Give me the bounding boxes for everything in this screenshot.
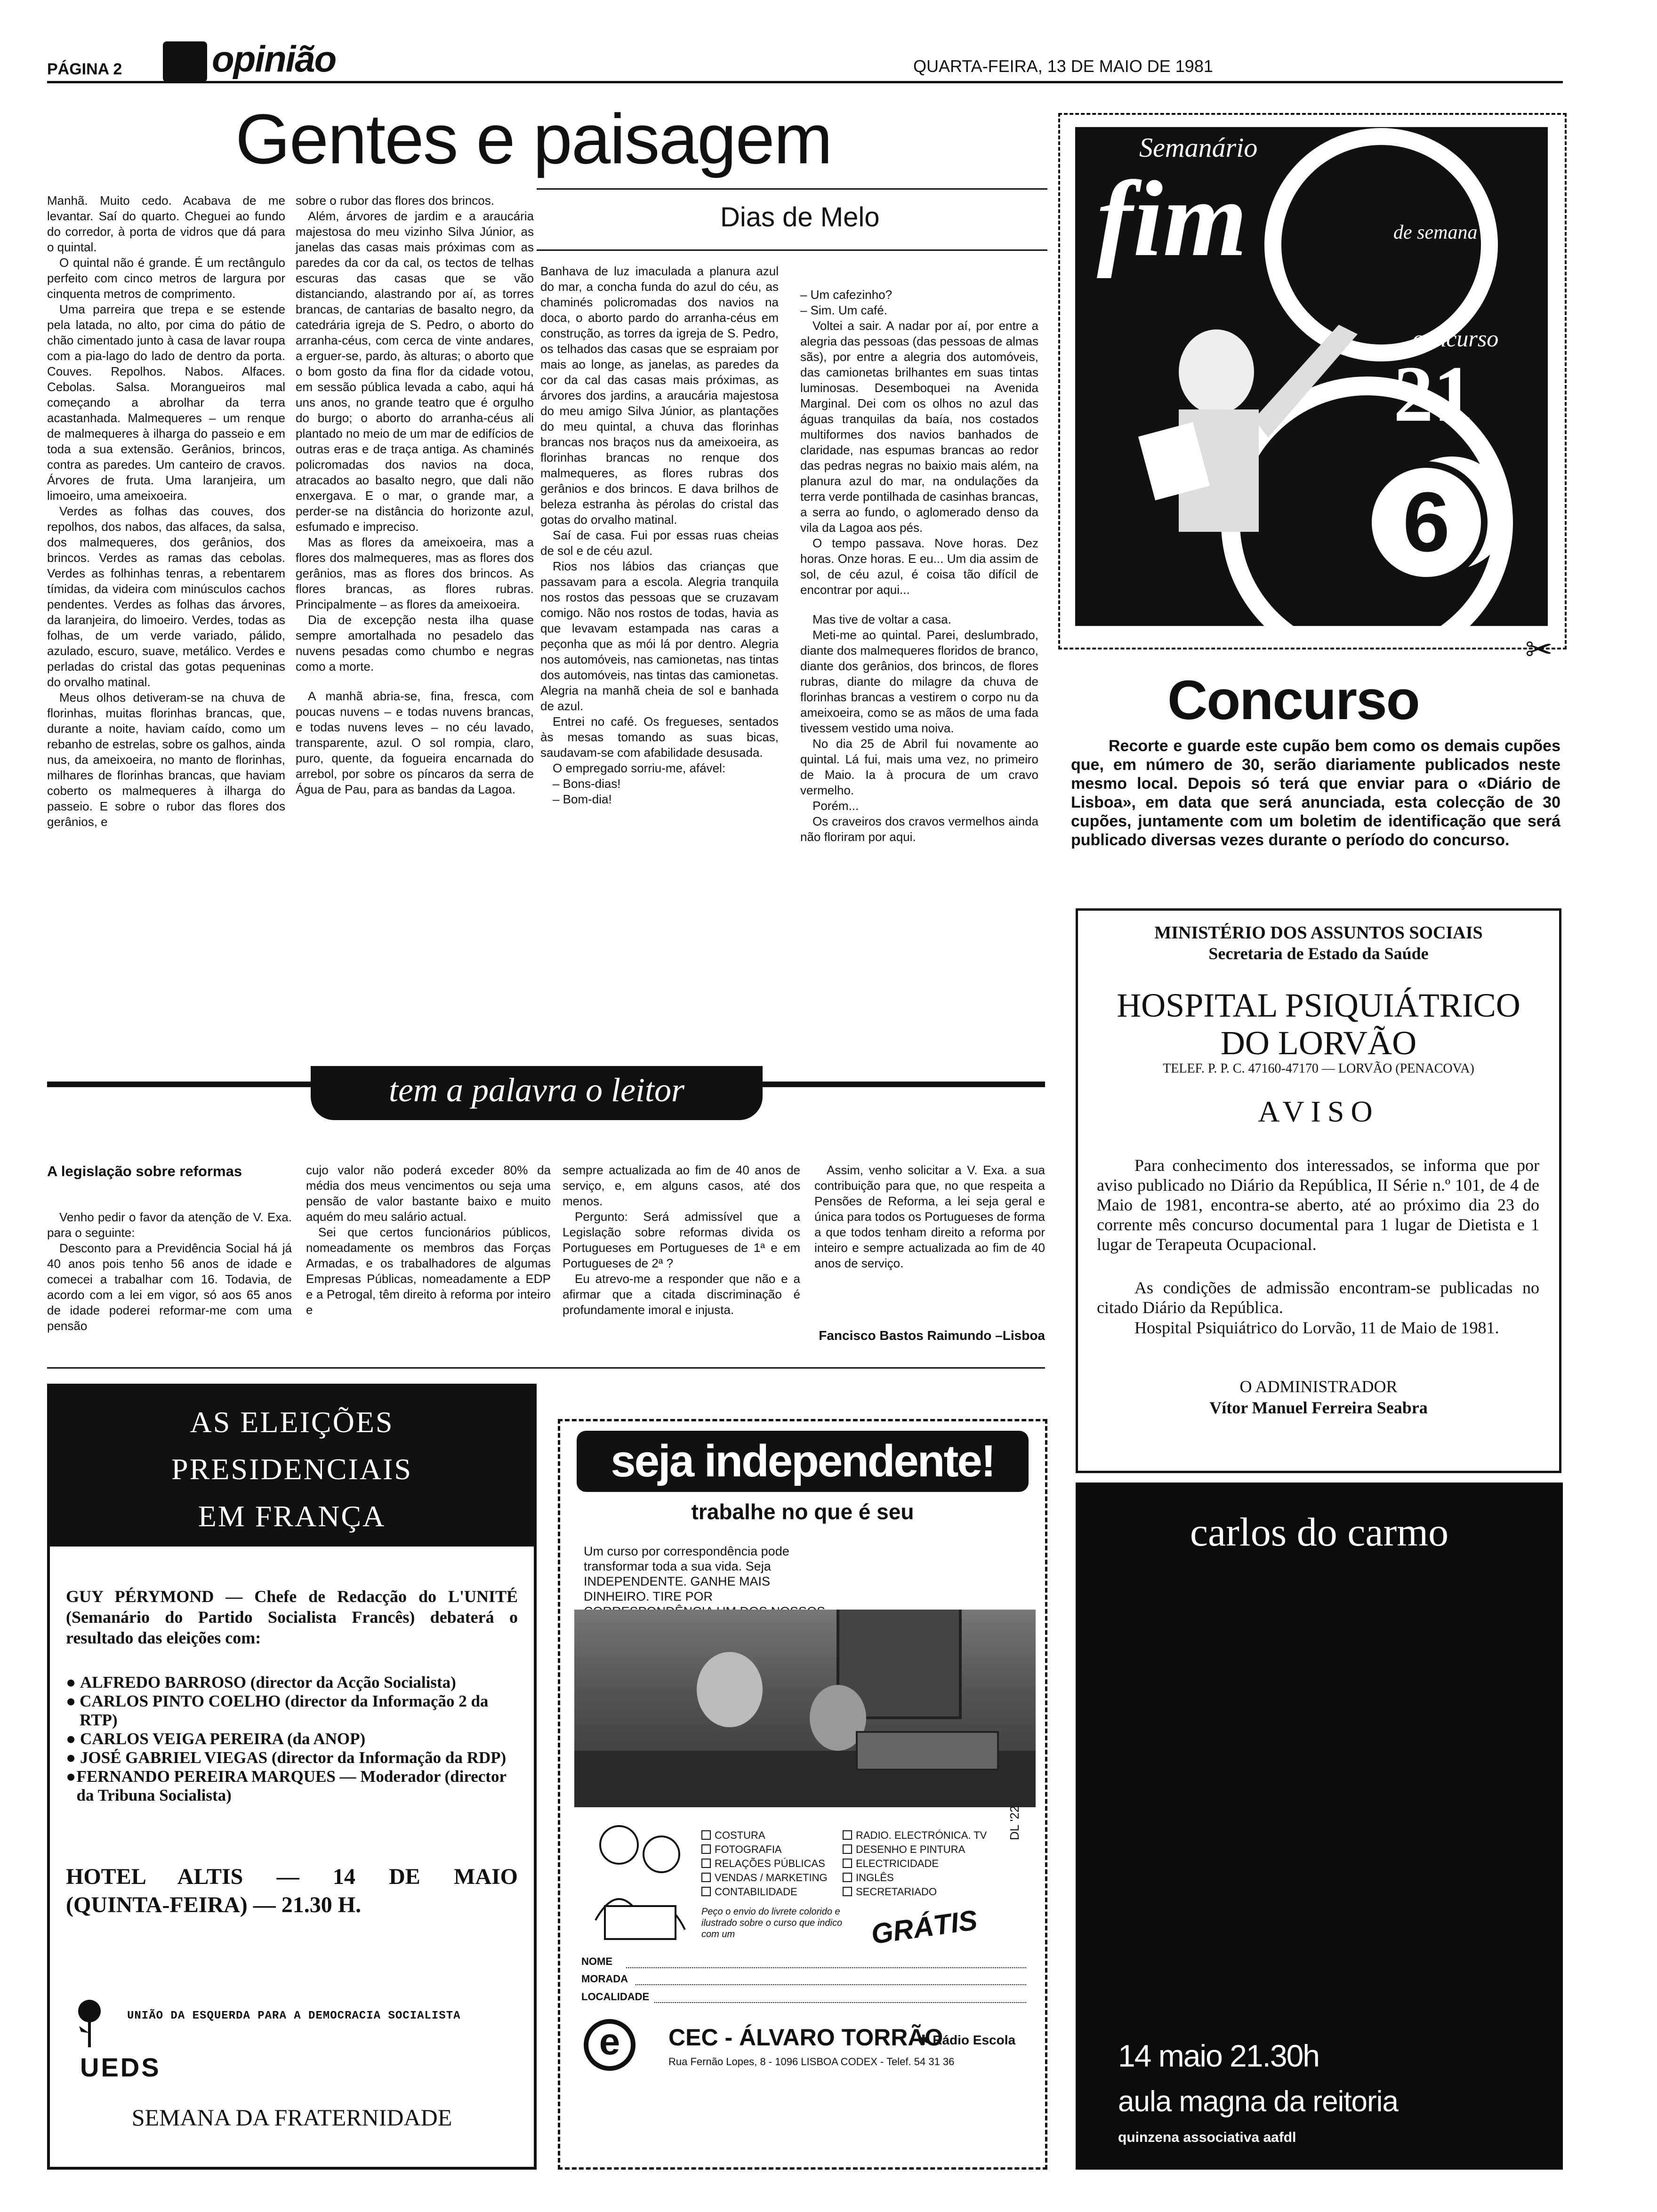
photo-illustration <box>574 1610 1036 1807</box>
paragraph: Voltei a sair. A nadar por aí, por entre a alegria das pessoas (das pessoas de almas sãs), por entre a alegria dos automóveis, das camionetas brilhantes em suas tintas luminosas. Desemboquei na Avenida Marginal. Dei com os olhos no azul das águas tranquilas da baía, nos costados multiformes dos navios banhados de claridade, nas espumas brancas ao redor das pedras negras no baixio mais além, na planura azul do mar, na ondulações da terra verde pontilhada de casinhas brancas, a serra ao fundo, o aglomerado denso da vila da Lagoa aos pés. <box>800 319 1038 535</box>
hospital-name-1: HOSPITAL PSIQUIÁTRICO <box>1117 986 1520 1024</box>
carmo-organizer: quinzena associativa aafdl <box>1118 2130 1296 2145</box>
paragraph: cujo valor não poderá exceder 80% da média dos meus vencimentos ou seja uma pensão de valor bastante baixo e muito aquém do meu salário actual. <box>306 1163 551 1224</box>
paragraph: Entrei no café. Os fregueses, sentados às mesas tomando as suas bicas, saudavam-se com afabilidade desusada. <box>540 714 779 760</box>
eleicoes-guest <box>66 1748 518 1767</box>
paragraph: Rios nos lábios das crianças que passavam para a escola. Alegria tranquila nos rostos das pessoas que se cruzavam comigo. Não nos rostos de todas, havia as que levavam estampada nas caras a peçonha que as mói lá por dentro. Alegria nos automóveis, nas camionetas, nas tintas dos automóveis, nas tintas das camionetas. Alegria na manhã cheia de sol e banhada de azul. <box>540 559 779 713</box>
field-localidade-label: LOCALIDADE <box>581 1991 650 2003</box>
hospital-paragraph-3: Hospital Psiquiátrico do Lorvão, 11 de Maio de 1981. <box>1134 1318 1499 1337</box>
independente-courses-right <box>843 1828 987 1899</box>
paragraph: sempre actualizada ao fim de 40 anos de serviço, e, em alguns casos, até dos menos. <box>563 1163 800 1208</box>
bullet-icon: ● <box>66 1673 76 1691</box>
field-morada-label: MORADA <box>581 1973 628 1985</box>
course-label: SECRETARIADO <box>856 1886 937 1898</box>
course-label: DESENHO E PINTURA <box>856 1843 965 1855</box>
carmo-title: carlos do carmo <box>1190 1509 1449 1555</box>
cec-company-tag: ✱ Rádio Escola <box>918 2033 1016 2047</box>
paragraph: Venho pedir o favor da atenção de V. Exa. para o seguinte: <box>47 1210 292 1240</box>
paragraph: Dia de excepção nesta ilha quase sempre amortalhada no pesadelo das nuvens pesadas como chumbo e negras como a morte. <box>296 613 534 673</box>
paragraph: Saí de casa. Fui por essas ruas cheias de sol e de céu azul. <box>540 528 779 558</box>
course-label: VENDAS / MARKETING <box>715 1872 828 1883</box>
cec-company: CEC - ÁLVARO TORRÃO <box>668 2024 943 2051</box>
leitor-column-3 <box>563 1162 800 1318</box>
paragraph: Mas tive de voltar a casa. <box>812 612 951 626</box>
course-option[interactable] <box>843 1857 987 1871</box>
leitor-column-4 <box>814 1162 1045 1271</box>
course-label: COSTURA <box>715 1829 765 1841</box>
carmo-date: 14 maio 21.30h <box>1118 2038 1319 2073</box>
section-logo-mark <box>163 41 207 82</box>
course-label: RELAÇÕES PÚBLICAS <box>715 1858 825 1869</box>
leitor-bottom-rule <box>47 1367 1045 1369</box>
course-label: RADIO. ELECTRÓNICA. TV <box>856 1829 987 1841</box>
photo-person-1 <box>697 1652 763 1727</box>
paragraph-spacer <box>800 598 1038 612</box>
ueds-full-name: UNIÃO DA ESQUERDA PARA A DEMOCRACIA SOCIALISTA <box>127 2010 461 2022</box>
photo-device <box>857 1732 998 1770</box>
hospital-secretaria: Secretaria de Estado da Saúde <box>1208 944 1429 963</box>
eleicoes-guest <box>66 1673 518 1692</box>
paragraph: O quintal não é grande. É um rectângulo perfeito com cinco metros de largura por cinquenta metros de comprimento. <box>47 256 285 301</box>
leitor-rule-left <box>47 1082 311 1087</box>
eleicoes-title-3: EM FRANÇA <box>198 1499 386 1533</box>
hospital-name-2: DO LORVÃO <box>1220 1024 1417 1062</box>
independente-subtitle: trabalhe no que é seu <box>691 1499 914 1524</box>
hospital-aviso: AVISO <box>1258 1095 1379 1128</box>
paragraph: No dia 25 de Abril fui novamente ao quintal. Lá fui, mais uma vez, no primeiro de Maio. Ia à procura de um cravo vermelho. <box>800 737 1038 797</box>
course-option[interactable] <box>843 1828 987 1843</box>
cec-address: Rua Fernão Lopes, 8 - 1096 LISBOA CODEX - Telef. 54 31 36 <box>668 2056 955 2068</box>
checkbox-icon[interactable] <box>701 1830 711 1840</box>
eleicoes-intro: GUY PÉRYMOND — Chefe de Redacção do L'UNITÉ (Semanário do Partido Socialista Francês) debaterá o resultado das eleições com: <box>66 1587 518 1647</box>
checkbox-icon[interactable] <box>701 1887 711 1896</box>
paragraph: Assim, venho solicitar a V. Exa. a sua contribuição para que, no que respeita a Pensões de Reforma, a lei seja geral e única para todos os Portugueses de forma a que todos tenham direito a reforma por inteiro e sempre actualizada ao fim de 40 anos de serviço. <box>814 1163 1045 1270</box>
course-label: CONTABILIDADE <box>715 1886 797 1898</box>
bullet-icon: ● <box>66 1767 76 1786</box>
course-option[interactable] <box>843 1885 987 1899</box>
coupon-art-text-concurso: concurso <box>1412 325 1499 352</box>
concurso-title: Concurso <box>1167 669 1419 731</box>
rose-icon-svg <box>75 1998 104 2050</box>
issue-date: QUARTA-FEIRA, 13 DE MAIO DE 1981 <box>913 56 1213 76</box>
ueds-short-name: UEDS <box>80 2052 161 2082</box>
checkbox-icon[interactable] <box>701 1873 711 1882</box>
field-nome-input[interactable] <box>626 1967 1026 1968</box>
eleicoes-venue-2: (QUINTA-FEIRA) — 21.30 H. <box>66 1892 362 1917</box>
hospital-ministry: MINISTÉRIO DOS ASSUNTOS SOCIAIS <box>1154 923 1483 943</box>
paragraph: Uma parreira que trepa e se estende pela latada, no alto, por cima do pátio de chão cimentado junto à casa de lavar roupa com a pia-lago do lado de dentro da porta. Couves. Repolhos. Nabos. Alfaces. Cebolas. Salsa. Morangueiros mal começando a abrolhar da terra acastanhada. Malmequeres – um renque de malmequeres à ilharga do passeio e em toda a sua extensão. Gerânios, brincos, contra as paredes. Um canteiro de cravos. Árvores de fruta. Uma laranjeira, um limoeiro, uma ameixoeira. <box>47 302 285 503</box>
paragraph: Além, árvores de jardim e a araucária majestosa do meu vizinho Silva Júnior, as janelas das casas mais próximas com as paredes da cor da cal, os tectos de telhas escuras das casas que se vão distanciando, alastrando por aí, as torres brancas, de cantarias de basalto negro, da catedrária igreja de S. Pedro, o aborto do arranha-céus, com cerca de vinte andares, a erguer-se, pardo, às alturas; o aborto que o bom gosto da fina flor da cidade votou, em sessão pública levada a cabo, aqui há uns anos, no grande teatro que é orgulho do burgo; o aborto do arranha-céus ali plantado no meio de um mar de edifícios de outras eras e de traça antiga. As chaminés policromadas dos navios na doca, atracados ao basalto negro, que dali não enxergava. E o mar, o grande mar, a perder-se na distância do horizonte azul, esfumado e impreciso. <box>296 209 534 534</box>
course-label: FOTOGRAFIA <box>715 1843 782 1855</box>
header-rule <box>47 81 1563 83</box>
field-localidade-input[interactable] <box>654 2002 1026 2003</box>
paragraph: Meus olhos detiveram-se na chuva de florinhas, muitas florinhas brancas, que, durante a noite, haviam caído, como um rebanho de estrelas, sobre os galhos, ainda nus, da ameixoeira, no manto de florinhas, milhares de florinhas brancas, que haviam coberto os malmequeres à ilharga do passeio. E sobre o rubor das flores dos gerânios, e <box>47 690 285 829</box>
paragraph: O tempo passava. Nove horas. Dez horas. Onze horas. E eu... Um dia assim de sol, de céu azul, é coisa tão difícil de encontrar por aqui... <box>800 536 1038 597</box>
hospital-admin-name: Vítor Manuel Ferreira Seabra <box>1209 1398 1428 1417</box>
checkbox-icon[interactable] <box>843 1859 852 1868</box>
coupon-art-text-fim: fim <box>1097 159 1247 279</box>
paragraph: Mas as flores da ameixoeira, mas a flores dos malmequeres, mas as flores dos gerânios, mas as flores dos brincos. As flores brancas, as flores rubras. Principalmente – as flores da ameixoeira. <box>296 535 534 611</box>
checkbox-icon[interactable] <box>843 1830 852 1840</box>
cec-logo-letter: e <box>599 2020 620 2062</box>
eleicoes-guest-text: CARLOS VEIGA PEREIRA (da ANOP) <box>80 1730 366 1748</box>
paragraph: Desconto para a Previdência Social há já 40 anos pois tenho 56 anos de idade e comecei a trabalhar com 16. Todavia, de acordo com a lei em vigor, só aos 65 anos de idade poderei reformar-me com uma pensão <box>47 1241 292 1333</box>
course-option[interactable] <box>701 1871 828 1885</box>
paragraph: Meti-me ao quintal. Parei, deslumbrado, diante dos malmequeres floridos de branco, diante dos gerânios, dos brincos, de flores rubras, diante do milagre da chuva de florinhas brancas a vestirem o corpo nu da ameixoeira, como se as mãos de uma fada tivessem vestido uma noiva. <box>800 628 1038 735</box>
scissors-icon: ✂ <box>1525 631 1553 668</box>
independente-request: Peço o envio do livrete colorido e ilustrado sobre o curso que indico com um <box>701 1907 843 1940</box>
art-figure-head <box>1179 329 1254 414</box>
paragraph-spacer <box>296 674 534 689</box>
eleicoes-guest-text: FERNANDO PEREIRA MARQUES — Moderador (director da Tribuna Socialista) <box>76 1767 507 1804</box>
eleicoes-guest-text: ALFREDO BARROSO (director da Acção Socialista) <box>80 1673 456 1691</box>
hospital-telephone: TELEF. P. P. C. 47160-47170 — LORVÃO (PENACOVA) <box>1163 1061 1474 1076</box>
coupon-art-text-number: 21 <box>1393 350 1473 438</box>
leitor-heading: A legislação sobre reformas <box>47 1163 242 1179</box>
independente-dl-code: DL '22 <box>1007 1805 1022 1840</box>
paragraph: Banhava de luz imaculada a planura azul do mar, a concha funda do azul do céu, as chaminés policromadas dos navios na doca, o aborto pardo do arranha-céus em construção, as torres da igreja de S. Pedro, os telhados das casas que se espraiam por mais ao longe, as janelas, as paredes da cor da cal das casas mais próximas, as árvores dos jardins, a araucária majestosa do meu amigo Silva Júnior, as plantações do meu quintal, a chuva das florinhas brancas nos braços nus da ameixoeira, as florinhas brancas no renque dos malmequeres, as flores rubras dos gerânios e dos brincos. E dava brilhos de beleza estranha às pérolas do cristal das gotas do orvalho matinal. <box>540 264 779 527</box>
hospital-admin-title: O ADMINISTRADOR <box>1239 1377 1398 1396</box>
independente-drawing <box>577 1812 699 1953</box>
section-name: opinião <box>212 38 336 80</box>
hospital-paragraph-1: Para conhecimento dos interessados, se informa que por aviso publicado no Diário da República, II Série n.º 101, de 4 de Maio de 1981, encontra-se aberto, até ao próximo dia 23 do corrente mês concurso documental para 1 lugar de Dietista e 1 lugar de Terapeuta Ocupacional. <box>1097 1156 1539 1254</box>
page-number: PÁGINA 2 <box>47 60 122 78</box>
checkbox-icon[interactable] <box>843 1887 852 1896</box>
title-rule-1 <box>537 188 1047 190</box>
article-title: Gentes e paisagem <box>235 99 832 178</box>
independente-intro: Um curso por correspondência pode transformar toda a sua vida. Seja INDEPENDENTE. GANHE MAIS DINHEIRO. TIRE POR <box>584 1544 789 1603</box>
independente-gratis: GRÁTIS <box>869 1904 980 1950</box>
article-author: Dias de Melo <box>720 202 880 232</box>
checkbox-icon[interactable] <box>843 1844 852 1854</box>
concurso-body: Recorte e guarde este cupão bem como os demais cupões que, em número de 30, serão diariamente publicados neste mesmo local. Depois só terá que enviar para o «Diário de Lisboa», em data que será anunciada, esta colecção de 30 cupões, juntamente com um boletim de identificação que será publicado diversas vezes durante o período do concurso. <box>1071 737 1560 849</box>
leitor-banner-text: tem a palavra o leitor <box>389 1071 684 1109</box>
course-label: INGLÊS <box>856 1872 894 1883</box>
eleicoes-footer: SEMANA DA FRATERNIDADE <box>131 2104 452 2131</box>
leitor-rule-right <box>763 1082 1045 1087</box>
ueds-rose-icon <box>75 1998 104 2050</box>
coupon-art-text-semanario: Semanário <box>1139 132 1258 163</box>
eleicoes-guest <box>66 1767 518 1805</box>
checkbox-icon[interactable] <box>701 1844 711 1854</box>
leitor-signature: Fancisco Bastos Raimundo –Lisboa <box>819 1328 1045 1343</box>
paragraph: A manhã abria-se, fina, fresca, com poucas nuvens – e todas nuvens brancas, e todas nuvens leves – no céu lavado, transparente, azul. O sol rompia, claro, puro, quente, da fogueira encarnada do arrebol, por sobre os píncaros da serra de Água de Pau, para as bandas da Lagoa. <box>296 689 534 796</box>
students-drawing <box>577 1812 699 1953</box>
course-option[interactable] <box>843 1843 987 1857</box>
leitor-column-2 <box>306 1162 551 1318</box>
paragraph: Sei que certos funcionários públicos, nomeadamente os membros das Forças Armadas, e os trabalhadores de algumas Empresas Públicas, nomeadamente a EDP e a Petrogal, têm direito à reforma por inteiro e <box>306 1225 551 1317</box>
paragraph: – Sim. Um café. <box>800 303 887 317</box>
field-nome-label: NOME <box>581 1956 612 1967</box>
independente-title: seja independente! <box>611 1436 995 1486</box>
leitor-column-1 <box>47 1210 292 1334</box>
article-column-1 <box>47 193 285 830</box>
paragraph: Porém... <box>812 799 859 813</box>
hospital-paragraph-2: As condições de admissão encontram-se publicadas no citado Diário da República. <box>1097 1278 1539 1317</box>
eleicoes-venue-1: HOTEL ALTIS — 14 DE MAIO <box>66 1864 518 1889</box>
paragraph: Manhã. Muito cedo. Acabava de me levantar. Saí do quarto. Cheguei ao fundo do corredor, à porta de vidros que dá para o quintal. <box>47 193 285 254</box>
independente-photo <box>574 1610 1036 1807</box>
course-option[interactable] <box>843 1871 987 1885</box>
paragraph: O empregado sorriu-me, afável: <box>553 761 726 775</box>
course-label: ELECTRICIDADE <box>856 1858 939 1869</box>
bullet-icon: ● <box>66 1692 76 1710</box>
paragraph: – Bons-dias! <box>553 777 621 791</box>
course-option[interactable] <box>701 1857 828 1871</box>
eleicoes-guest <box>66 1730 518 1748</box>
checkbox-icon[interactable] <box>843 1873 852 1882</box>
eleicoes-guest <box>66 1692 518 1730</box>
bullet-icon: ● <box>66 1748 76 1767</box>
article-column-2 <box>296 193 534 797</box>
eleicoes-title-1: AS ELEIÇÕES <box>190 1405 394 1439</box>
checkbox-icon[interactable] <box>701 1859 711 1868</box>
eleicoes-guest-text: JOSÉ GABRIEL VIEGAS (director da Informação da RDP) <box>80 1748 507 1767</box>
field-morada-input[interactable] <box>635 1984 1026 1985</box>
paragraph: – Bom-dia! <box>553 792 612 806</box>
paragraph: – Um cafezinho? <box>800 288 893 302</box>
title-rule-2 <box>537 249 1047 251</box>
bullet-icon: ● <box>66 1730 76 1748</box>
course-option[interactable] <box>701 1885 828 1899</box>
article-column-3 <box>540 264 779 807</box>
course-option[interactable] <box>701 1828 828 1843</box>
carmo-venue: aula magna da reitoria <box>1118 2085 1398 2118</box>
article-column-4 <box>800 287 1038 845</box>
eleicoes-title-2: PRESIDENCIAIS <box>171 1452 412 1486</box>
paragraph: sobre o rubor das flores dos brincos. <box>296 193 494 208</box>
eleicoes-guest-list <box>66 1673 518 1805</box>
paragraph: Os craveiros dos cravos vermelhos ainda não floriram por aqui. <box>800 814 1038 844</box>
paragraph: Eu atrevo-me a responder que não e a afirmar que a citada discriminação é profundamente imoral e injusta. <box>563 1272 800 1317</box>
eleicoes-guest-text: CARLOS PINTO COELHO (director da Informação 2 da RTP) <box>80 1692 489 1729</box>
course-option[interactable] <box>701 1843 828 1857</box>
independente-courses-left <box>701 1828 828 1899</box>
coupon-art-text-semana: de semana <box>1393 222 1478 243</box>
paragraph: Verdes as folhas das couves, dos repolhos, dos nabos, das alfaces, da salsa, dos malmequeres, dos gerânios, dos brincos. Verdes as ramas das cebolas. Verdes as folhinhas tenras, a rebentarem tímidas, da videira com minúsculos cachos pendentes. Verdes as folhas das árvores, da laranjeira, do limoeiro. Verdes, todas as folhas, de um verde variado, pálido, azulado, escuro, suave, metálico. Verdes e perladas do cristal das gotas pequeninas do orvalho matinal. <box>47 504 285 689</box>
coupon-number: 6 <box>1402 475 1450 569</box>
art-ring-top <box>1273 136 1489 353</box>
paragraph: Pergunto: Será admissível que a Legislação sobre reformas divida os Portugueses em Portugueses de 1ª e em Portugueses de 2ª ? <box>563 1210 800 1270</box>
